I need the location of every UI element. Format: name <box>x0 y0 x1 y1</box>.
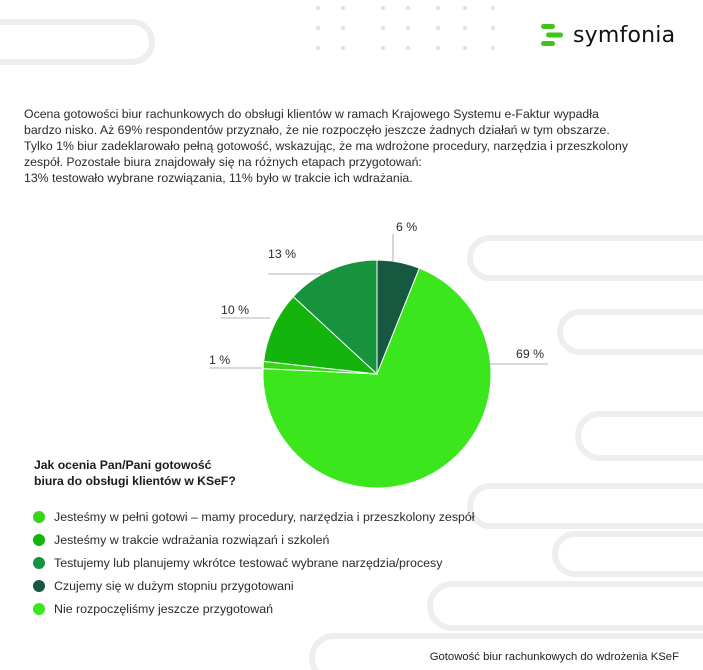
legend-label: Czujemy się w dużym stopniu przygotowani <box>54 578 294 593</box>
legend-item <box>33 551 475 574</box>
legend-swatch <box>33 534 45 546</box>
legend-item <box>33 528 475 551</box>
data-label: 13 % <box>268 247 297 261</box>
legend-label: Nie rozpoczęliśmy jeszcze przygotowań <box>54 601 273 616</box>
legend-swatch <box>33 557 45 569</box>
brand-name: symfonia <box>573 22 676 48</box>
question-line-2: biura do obsługi klientów w KSeF? <box>34 474 236 488</box>
legend-label: Testujemy lub planujemy wkrótce testować wybrane narzędzia/procesy <box>54 555 443 570</box>
legend-swatch <box>33 603 45 615</box>
legend-label: Jesteśmy w trakcie wdrażania rozwiązań i szkoleń <box>54 532 330 547</box>
intro-paragraph: Ocena gotowości biur rachunkowych do obsługi klientów w ramach Krajowego Systemu e-Faktur wypadła bardzo nisko. Aż 69% respondentów przyznało, że nie rozpoczęło jeszcze żadnych działań w tym obszarze. Tylko 1% biur zadeklarowało pełną gotowość, wskazując, że ma wdrożone procedury, narzędzia i przeszkolony zespół. Pozostałe biura znajdowały się na różnych etapach przygotowań: <box>24 107 628 170</box>
chart-legend <box>33 505 475 620</box>
data-label: 69 % <box>516 347 545 361</box>
data-label: 6 % <box>396 220 418 234</box>
legend-item <box>33 505 475 528</box>
legend-swatch <box>33 580 45 592</box>
legend-swatch <box>33 511 45 523</box>
legend-label: Jesteśmy w pełni gotowi – mamy procedury, narzędzia i przeszkolony zespół <box>54 509 475 524</box>
intro-summary-line: 13% testowało wybrane rozwiązania, 11% było w trakcie ich wdrażania. <box>24 171 413 186</box>
footer-caption: Gotowość biur rachunkowych do wdrożenia KSeF <box>429 651 679 663</box>
legend-item <box>33 597 475 620</box>
legend-item <box>33 574 475 597</box>
data-label: 10 % <box>221 303 250 317</box>
question-line-1: Jak ocenia Pan/Pani gotowość <box>34 458 212 472</box>
chart-question <box>34 457 236 489</box>
data-label: 1 % <box>209 353 231 367</box>
